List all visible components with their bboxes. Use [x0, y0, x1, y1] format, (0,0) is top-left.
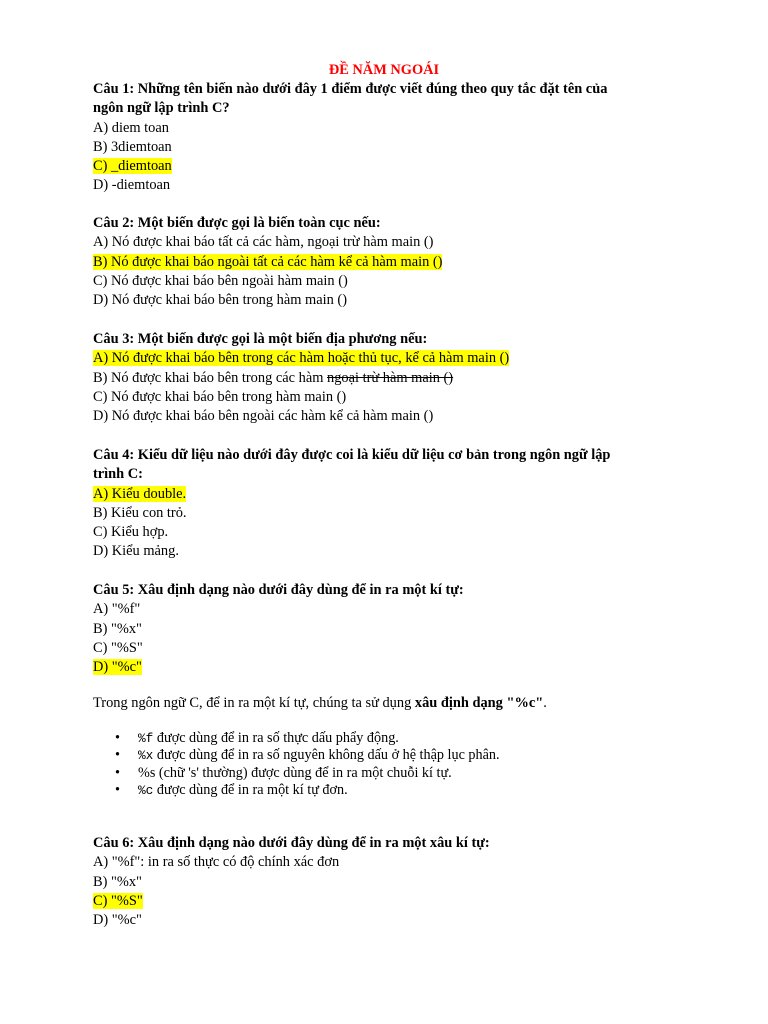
explanation-intro: Trong ngôn ngữ C, để in ra một kí tự, chúng ta sử dụng	[93, 695, 415, 711]
question-6	[93, 834, 683, 930]
question-2	[93, 214, 683, 310]
option-a-answer: A) Kiểu double.	[93, 485, 187, 502]
list-item	[93, 765, 683, 782]
option-c: C) "%S"	[93, 639, 143, 656]
question-4	[93, 446, 683, 562]
option-a: A) "%f": in ra số thực có độ chính xác đơn	[93, 854, 340, 871]
option-b	[93, 369, 683, 388]
list-item	[93, 747, 683, 764]
option-d: D) Kiểu mảng.	[93, 543, 179, 560]
list-item-text: được dùng để in ra số nguyên không dấu ở hệ thập lục phân.	[153, 747, 500, 764]
option-a: A) diem toan	[93, 119, 169, 136]
question-text: Câu 4: Kiểu dữ liệu nào dưới đây được coi là kiểu dữ liệu cơ bản trong ngôn ngữ lập	[93, 447, 611, 463]
question-text-cont: ngôn ngữ lập trình C?	[93, 100, 230, 117]
option-b: B) "%x"	[93, 620, 142, 637]
list-item	[93, 730, 683, 747]
option-a-answer: A) Nó được khai báo bên trong các hàm hoặc thủ tục, kể cả hàm main ()	[93, 350, 510, 367]
explanation-list	[93, 730, 683, 799]
question-text: Câu 5: Xâu định dạng nào dưới đây dùng để in ra một kí tự:	[93, 582, 464, 598]
option-d: D) "%c"	[93, 912, 142, 929]
explanation-bold: xâu định dạng "%c"	[414, 695, 544, 711]
option-c-answer: C) "%S"	[93, 892, 143, 909]
question-text: Câu 3: Một biến được gọi là một biến địa phương nếu:	[93, 331, 428, 347]
option-d: D) -diemtoan	[93, 177, 171, 194]
option-b-struck-text: ngoại trừ hàm main ()	[327, 369, 454, 386]
option-a: A) Nó được khai báo tất cả các hàm, ngoại trừ hàm main ()	[93, 234, 434, 251]
page-title: ĐỀ NĂM NGOÁI	[328, 62, 440, 78]
option-a: A) "%f"	[93, 601, 141, 618]
question-text: Câu 6: Xâu định dạng nào dưới đây dùng để in ra một xâu kí tự:	[93, 835, 490, 851]
question-5	[93, 581, 683, 677]
option-d: D) Nó được khai báo bên ngoài các hàm kể cả hàm main ()	[93, 408, 434, 425]
option-d: D) Nó được khai báo bên trong hàm main ()	[93, 292, 347, 309]
question-text-cont: trình C:	[93, 466, 143, 483]
option-b-answer: B) Nó được khai báo ngoài tất cả các hàm kể cả hàm main ()	[93, 253, 443, 270]
option-d-answer: D) "%c"	[93, 659, 142, 676]
option-c: C) Nó được khai báo bên trong hàm main ()	[93, 388, 347, 405]
question-1	[93, 80, 683, 196]
option-c-answer: C) _diemtoan	[93, 158, 172, 175]
option-b: B) Kiểu con trỏ.	[93, 504, 187, 521]
option-c: C) Nó được khai báo bên ngoài hàm main ()	[93, 272, 348, 289]
format-code: %c	[138, 782, 154, 798]
explanation	[93, 694, 683, 713]
question-text: Câu 1: Những tên biến nào dưới đây 1 điểm được viết đúng theo quy tắc đặt tên của	[93, 81, 608, 97]
explanation-text	[93, 694, 683, 713]
list-item-text: được dùng để in ra số thực dấu phẩy động.	[153, 730, 399, 746]
question-text: Câu 2: Một biến được gọi là biến toàn cục nếu:	[93, 215, 381, 231]
list-item-text: được dùng để in ra một kí tự đơn.	[153, 781, 348, 798]
explanation-end: .	[543, 695, 547, 711]
list-item	[93, 782, 683, 799]
list-item-text: %s (chữ 's' thường) được dùng để in ra một chuỗi kí tự.	[138, 764, 452, 781]
format-code: %f	[138, 731, 154, 746]
option-b: B) "%x"	[93, 873, 142, 890]
question-3	[93, 330, 683, 426]
option-b-text: B) Nó được khai báo bên trong các hàm	[93, 369, 324, 386]
format-code: %x	[138, 748, 154, 764]
option-b: B) 3diemtoan	[93, 138, 172, 155]
option-c: C) Kiểu hợp.	[93, 524, 169, 541]
